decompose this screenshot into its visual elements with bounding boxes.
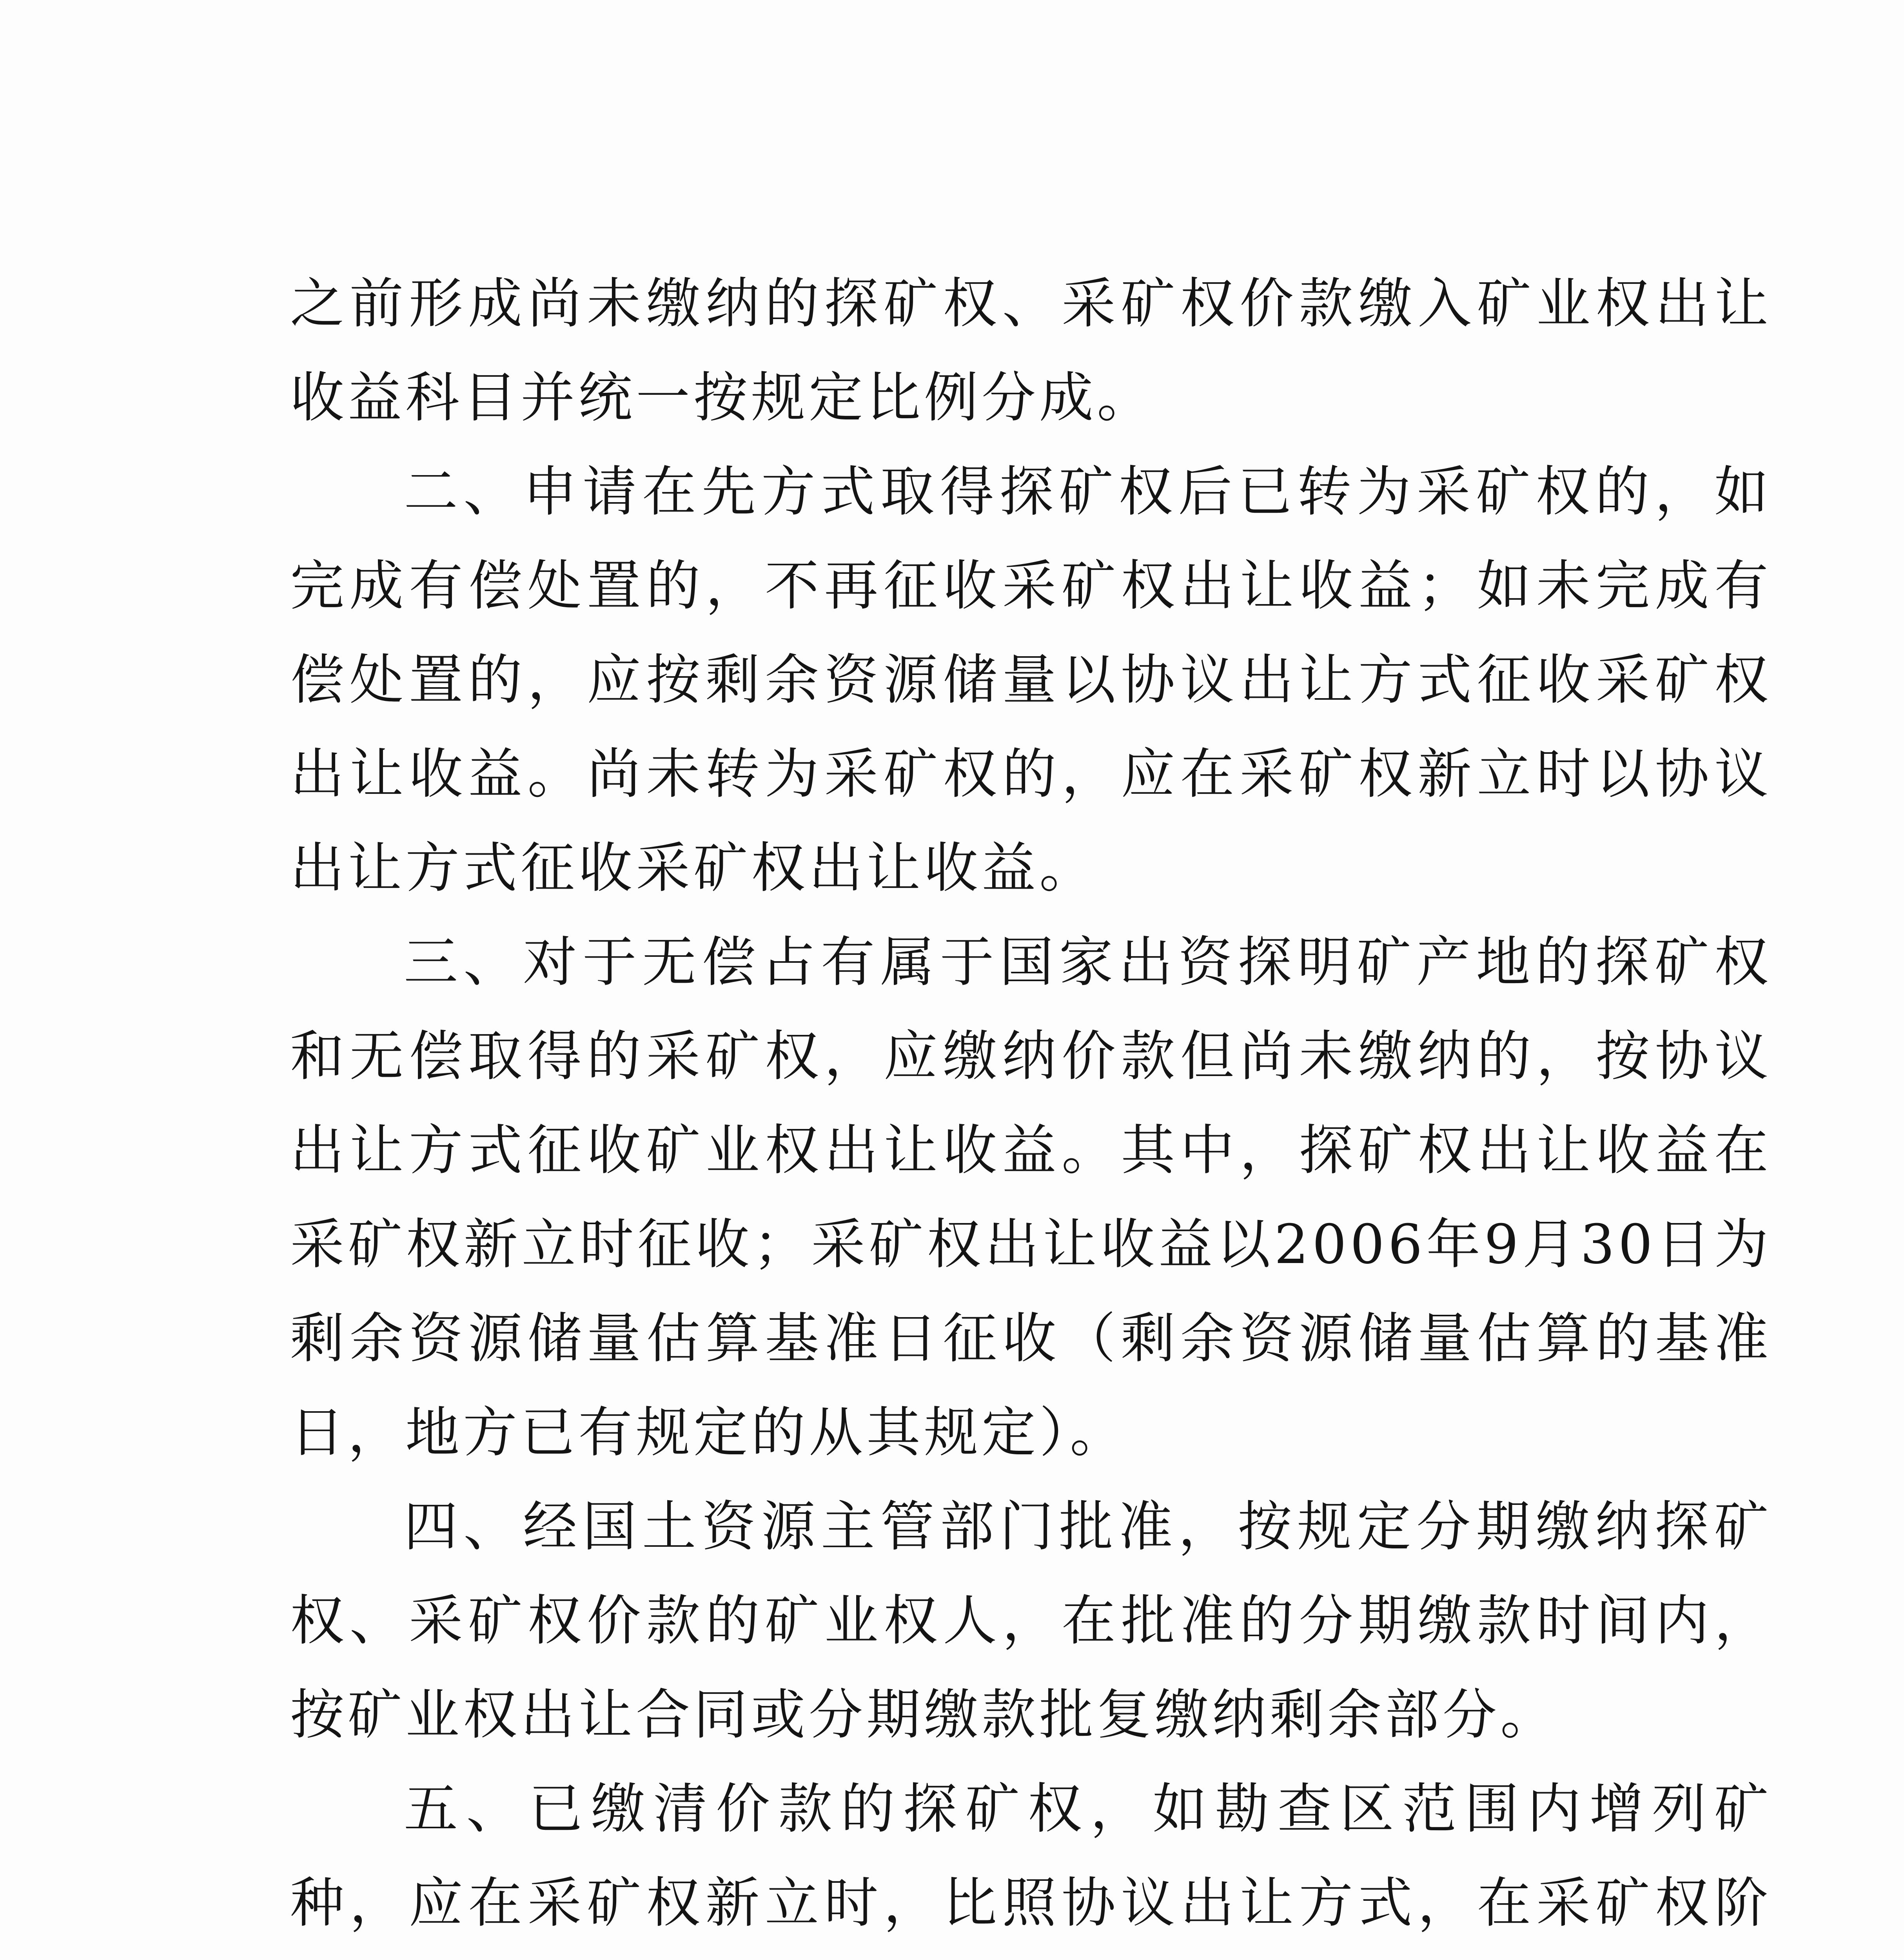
document-body bbox=[290, 257, 1772, 1960]
paragraph-item-3: 三、对于无偿占有属于国家出资探明矿产地的探矿权和无偿取得的采矿权，应缴纳价款但尚未缴纳的，按协议出让方式征收矿业权出让收益。其中，探矿权出让收益在采矿权新立时征收；采矿权出让收益以2006年9月30日为剩余资源储量估算基准日征收（剩余资源储量估算的基准日，地方已有规定的从其规定）。 bbox=[290, 931, 1772, 1464]
paragraph-item-5: 五、已缴清价款的探矿权，如勘查区范围内增列矿种，应在采矿权新立时，比照协议出让方式，在采矿权阶 bbox=[290, 1777, 1772, 1935]
paragraph-continuation: 之前形成尚未缴纳的探矿权、采矿权价款缴入矿业权出让收益科目并统一按规定比例分成。 bbox=[290, 272, 1772, 429]
paragraph-item-2: 二、申请在先方式取得探矿权后已转为采矿权的，如完成有偿处置的，不再征收采矿权出让收益；如未完成有偿处置的，应按剩余资源储量以协议出让方式征收采矿权出让收益。尚未转为采矿权的，应在采矿权新立时以协议出让方式征收采矿权出让收益。 bbox=[290, 460, 1772, 900]
paragraph-item-4: 四、经国土资源主管部门批准，按规定分期缴纳探矿权、采矿权价款的矿业权人，在批准的分期缴款时间内，按矿业权出让合同或分期缴款批复缴纳剩余部分。 bbox=[290, 1495, 1772, 1746]
